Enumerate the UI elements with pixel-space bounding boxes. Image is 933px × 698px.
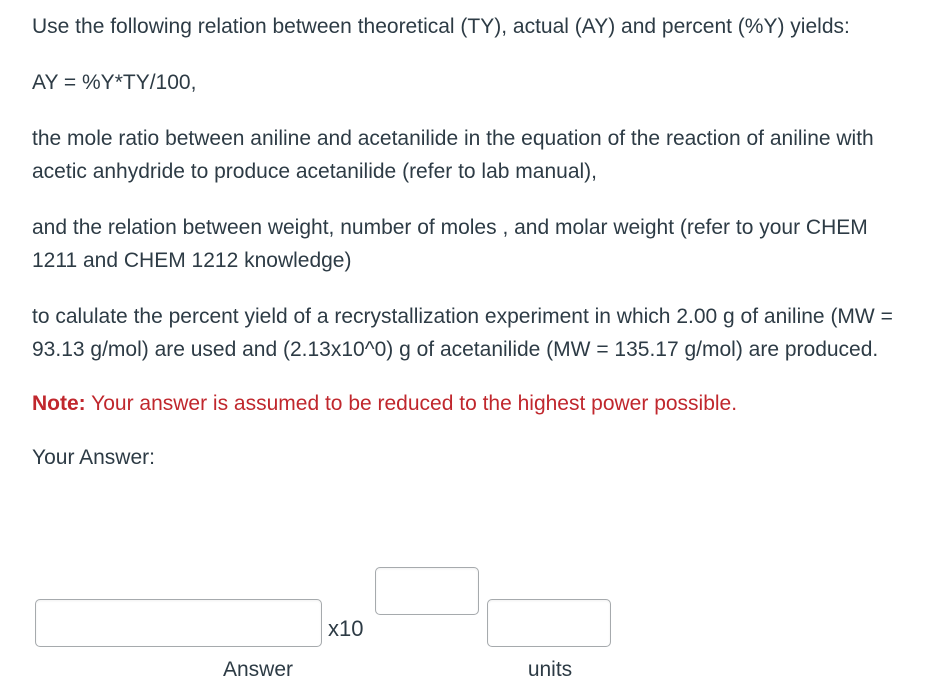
times-ten-label: x10	[328, 616, 364, 641]
question-formula: AY = %Y*TY/100,	[32, 71, 197, 94]
note-label: Note:	[32, 392, 86, 415]
units-input[interactable]	[487, 599, 611, 647]
note-text: Your answer is assumed to be reduced to the highest power possible.	[85, 392, 738, 415]
your-answer-label: Your Answer:	[32, 446, 155, 469]
answer-input[interactable]	[35, 599, 322, 647]
answer-caption: Answer	[222, 658, 294, 681]
question-weight-relation: and the relation between weight, number of moles , and molar weight (refer to your CHEM 1211 and CHEM 1212 knowledge)	[32, 216, 868, 272]
units-caption: units	[527, 658, 573, 681]
question-mole-ratio: the mole ratio between aniline and acetanilide in the equation of the reaction of aniline with acetic anhydride to produce acetanilide (refer to lab manual),	[32, 127, 874, 183]
question-content	[32, 10, 912, 474]
question-intro: Use the following relation between theoretical (TY), actual (AY) and percent (%Y) yields:	[32, 15, 850, 38]
question-task: to calulate the percent yield of a recrystallization experiment in which 2.00 g of aniline (MW = 93.13 g/mol) are used and (2.13x10^0) g of acetanilide (MW = 135.17 g/mol) are produced.	[32, 305, 893, 361]
note	[32, 387, 912, 420]
exponent-input[interactable]	[375, 567, 479, 615]
